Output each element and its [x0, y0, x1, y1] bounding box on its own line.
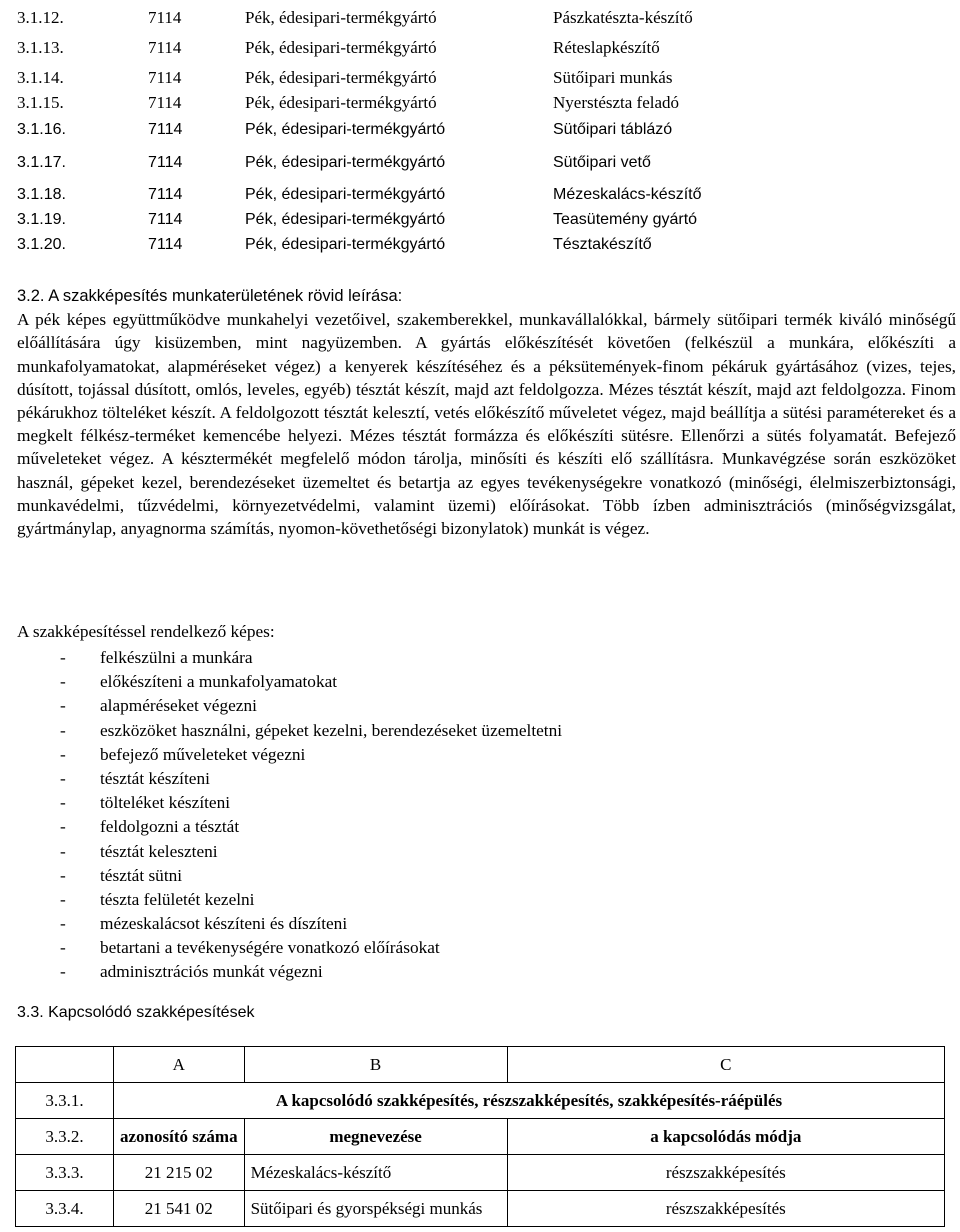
- bullet-dash: -: [60, 817, 66, 837]
- skill-text: tésztát készíteni: [100, 768, 210, 788]
- occupation-number: 3.1.15.: [17, 93, 64, 112]
- occupation-name: Pék, édesipari-termékgyártó: [245, 154, 446, 171]
- header-mode: a kapcsolódás módja: [507, 1119, 944, 1155]
- section-3-3-heading: 3.3. Kapcsolódó szakképesítések: [17, 1004, 255, 1021]
- skill-text: befejező műveleteket végezni: [100, 744, 306, 764]
- table-row: [16, 1119, 945, 1155]
- table-title-cell: A kapcsolódó szakképesítés, részszakképesítés, szakképesítés-ráépülés: [114, 1083, 945, 1119]
- skill-text: tésztát keleszteni: [100, 841, 218, 861]
- skill-text: felkészülni a munkára: [100, 648, 253, 667]
- relation-mode: részszakképesítés: [507, 1155, 944, 1191]
- bullet-dash: -: [60, 720, 66, 740]
- skill-text: tésztát sütni: [100, 865, 183, 885]
- occupation-row: [0, 207, 960, 233]
- bullet-dash: -: [60, 865, 66, 885]
- occupation-number: 3.1.16.: [17, 121, 66, 138]
- occupation-number: 3.1.18.: [17, 186, 66, 203]
- row-number: 3.3.4.: [16, 1191, 114, 1227]
- occupation-name: Pék, édesipari-termékgyártó: [245, 8, 437, 27]
- occupation-number: 3.1.12.: [17, 8, 64, 27]
- table-row: [16, 1047, 945, 1083]
- occupation-code: 7114: [148, 38, 182, 57]
- table-row: [16, 1155, 945, 1191]
- occupation-code: 7114: [148, 121, 183, 138]
- column-letter-b: B: [244, 1047, 507, 1083]
- bullet-dash: -: [60, 793, 66, 813]
- table-row: [16, 1083, 945, 1119]
- table-row: [16, 1191, 945, 1227]
- occupation-name: Pék, édesipari-termékgyártó: [245, 93, 437, 112]
- occupation-name: Pék, édesipari-termékgyártó: [245, 211, 446, 228]
- occupation-row: [0, 65, 960, 91]
- skill-text: eszközöket használni, gépeket kezelni, berendezéseket üzemeltetni: [100, 720, 563, 740]
- occupation-spec: Tésztakészítő: [553, 236, 652, 253]
- occupation-spec: Mézeskalács-készítő: [553, 186, 702, 203]
- occupation-code: 7114: [148, 211, 183, 228]
- occupation-row: [0, 90, 960, 116]
- skills-intro: A szakképesítéssel rendelkező képes:: [17, 622, 275, 641]
- bullet-dash: -: [60, 914, 66, 934]
- occupation-code: 7114: [148, 8, 182, 27]
- row-number: 3.3.2.: [16, 1119, 114, 1155]
- skill-text: alapméréseket végezni: [100, 696, 257, 716]
- skill-text: mézeskalácsot készíteni és díszíteni: [100, 914, 348, 934]
- bullet-dash: -: [60, 938, 66, 958]
- column-letter-a: A: [114, 1047, 245, 1083]
- occupation-number: 3.1.13.: [17, 38, 64, 57]
- occupation-spec: Sütőipari táblázó: [553, 121, 673, 138]
- occupation-spec: Réteslapkészítő: [553, 38, 660, 57]
- occupation-code: 7114: [148, 154, 183, 171]
- section-3-2-body: A pék képes együttműködve munkahelyi vezetőivel, szakemberekkel, munkavállalókkal, bármely sütőipari termék kiváló minőségű előállítására úgy kisüzemben, mint nagyüzemben. A gyártás előkészítését követően (felkészül a munkára, előkészíti a munkafolyamatokat, alapméréseket végez) a kenyerek készítéséhez és a péksütemények-finom pékáruk gyártásához (vizes, tejes, dúsított, tojással dúsított, omlós, leveles, egyéb) tésztát készít, majd azt feldolgozza. Mézes tésztát készít, majd azt feldolgozza. Finom pékárukhoz tölteléket készít. A feldolgozott tésztát kelesztí, vetés előkészítő műveletet végez, majd beállítja a sütési paramétereket és a megkelt félkész-terméket kemencébe helyezi. Mézes tésztát formázza és előkészíti sütésre. Ellenőrzi a sütés folyamatát. Befejező műveleteket végez. A késztermékét megfelelő módon tárolja, minősíti és készíti elő szállításra. Munkavégzése során eszközöket használ, gépeket kezel, berendezéseket üzemeltet és betartja az egyes tevékenységekre vonatkozó (minőségi, élelmiszerbiztonsági, munkavédelmi, tűzvédelmi, környezetvédelmi, valamint üzemi) előírásokat. Több ízben adminisztrációs (minőségvizsgálat, gyártmánylap, anyagnorma számítás, nyomon-követhetőségi bizonylatok) munkát is végez.: [17, 310, 956, 539]
- skill-text: előkészíteni a munkafolyamatokat: [100, 672, 338, 692]
- skill-text: adminisztrációs munkát végezni: [100, 962, 323, 982]
- row-number: 3.3.1.: [16, 1083, 114, 1119]
- bullet-dash: -: [60, 962, 66, 982]
- row-number: 3.3.3.: [16, 1155, 114, 1191]
- bullet-dash: -: [60, 648, 66, 667]
- skill-text: feldolgozni a tésztát: [100, 817, 240, 837]
- table-cell: [16, 1047, 114, 1083]
- occupation-name: Pék, édesipari-termékgyártó: [245, 236, 446, 253]
- occupation-name: Pék, édesipari-termékgyártó: [245, 38, 437, 57]
- header-name: megnevezése: [244, 1119, 507, 1155]
- occupation-code: 7114: [148, 236, 183, 253]
- occupation-code: 7114: [148, 93, 182, 112]
- occupation-number: 3.1.20.: [17, 236, 66, 253]
- bullet-dash: -: [60, 768, 66, 788]
- section-3-2-heading: 3.2. A szakképesítés munkaterületének rövid leírása:: [17, 287, 403, 305]
- occupation-code: 7114: [148, 68, 182, 87]
- skill-text: tészta felületét kezelni: [100, 889, 255, 909]
- occupation-spec: Teasütemény gyártó: [553, 211, 698, 228]
- occupation-name: Pék, édesipari-termékgyártó: [245, 121, 446, 138]
- bullet-dash: -: [60, 672, 66, 692]
- occupation-row: [0, 117, 960, 143]
- occupation-row: [0, 35, 960, 61]
- occupation-row: [0, 5, 960, 31]
- qualification-id: 21 215 02: [114, 1155, 245, 1191]
- bullet-dash: -: [60, 696, 66, 716]
- occupation-row: [0, 182, 960, 208]
- bullet-dash: -: [60, 841, 66, 861]
- occupation-number: 3.1.19.: [17, 211, 66, 228]
- skill-text: betartani a tevékenységére vonatkozó előírásokat: [100, 938, 440, 958]
- qualification-id: 21 541 02: [114, 1191, 245, 1227]
- column-letter-c: C: [507, 1047, 944, 1083]
- skill-text: tölteléket készíteni: [100, 793, 231, 813]
- bullet-dash: -: [60, 744, 66, 764]
- bullet-dash: -: [60, 889, 66, 909]
- occupation-row: [0, 232, 960, 258]
- occupation-number: 3.1.14.: [17, 68, 64, 87]
- qualification-name: Mézeskalács-készítő: [244, 1155, 507, 1191]
- occupation-spec: Sütőipari munkás: [553, 68, 673, 87]
- occupation-spec: Nyerstészta feladó: [553, 93, 680, 112]
- qualification-name: Sütőipari és gyorspékségi munkás: [244, 1191, 507, 1227]
- occupation-spec: Pászkatészta-készítő: [553, 8, 693, 27]
- occupation-spec: Sütőipari vető: [553, 154, 651, 171]
- relation-mode: részszakképesítés: [507, 1191, 944, 1227]
- work-area-description: [17, 285, 956, 540]
- occupation-number: 3.1.17.: [17, 154, 66, 171]
- occupation-name: Pék, édesipari-termékgyártó: [245, 186, 446, 203]
- header-id: azonosító száma: [114, 1119, 245, 1155]
- occupation-code: 7114: [148, 186, 183, 203]
- related-qualifications-table: [15, 1046, 945, 1227]
- occupation-row: [0, 150, 960, 176]
- occupation-name: Pék, édesipari-termékgyártó: [245, 68, 437, 87]
